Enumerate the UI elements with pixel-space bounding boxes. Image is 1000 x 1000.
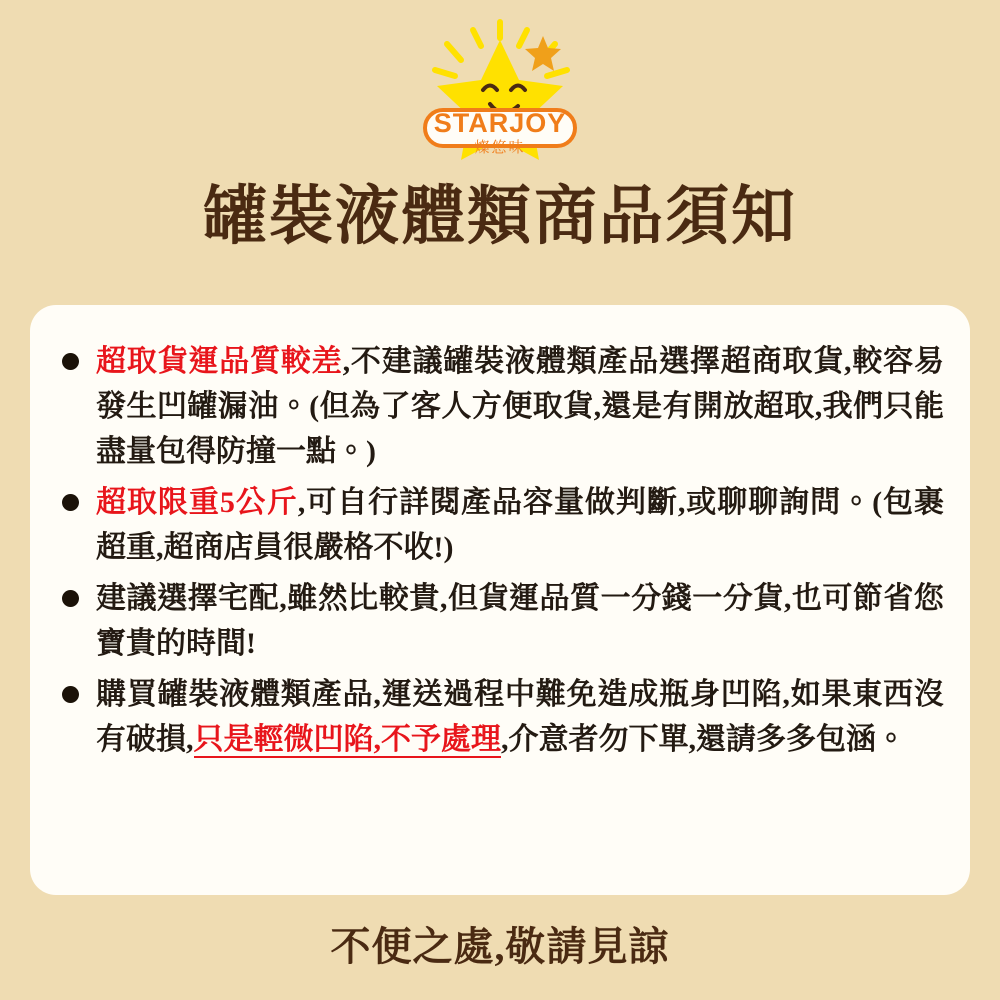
- list-item: [56, 480, 944, 570]
- bullet-icon: [62, 590, 79, 607]
- footer-note: 不便之處,敬請見諒: [330, 924, 670, 969]
- brand-subtitle: 燦悠味: [474, 139, 526, 156]
- brand-name: STARJOY: [433, 108, 567, 138]
- note-text-tail: ,介意者勿下單,還請多多包涵。: [501, 723, 906, 756]
- bullet-icon: [62, 494, 79, 511]
- notice-card: [30, 305, 970, 895]
- list-item: [56, 339, 944, 474]
- brand-logo: [0, 14, 1000, 174]
- list-item: [56, 672, 944, 762]
- note-underline: 只是輕微凹陷,不予處理: [193, 723, 501, 756]
- note-text: ,可自行詳閱產品容量做判斷,或聊聊詢問。(包裹超重,超商店員很嚴格不收!): [96, 486, 944, 564]
- bullet-icon: [62, 353, 79, 370]
- page-title: 罐裝液體類商品須知: [203, 181, 797, 252]
- note-highlight: 超取貨運品質較差: [96, 345, 343, 378]
- note-text: ,不建議罐裝液體類產品選擇超商取貨,較容易發生凹罐漏油。(但為了客人方便取貨,還是有開放超取,我們只能盡量包得防撞一點。): [96, 345, 945, 468]
- note-text: 建議選擇宅配,雖然比較貴,但貨運品質一分錢一分貨,也可節省您寶貴的時間!: [96, 582, 944, 660]
- list-item: [56, 576, 944, 666]
- note-text-lead: 購買罐裝液體類產品,運送過程中難免造成瓶身凹陷,如果東西沒有破損,: [96, 678, 944, 756]
- bullet-icon: [62, 686, 79, 703]
- notice-list: [56, 339, 944, 762]
- note-highlight: 超取限重5公斤: [96, 486, 298, 519]
